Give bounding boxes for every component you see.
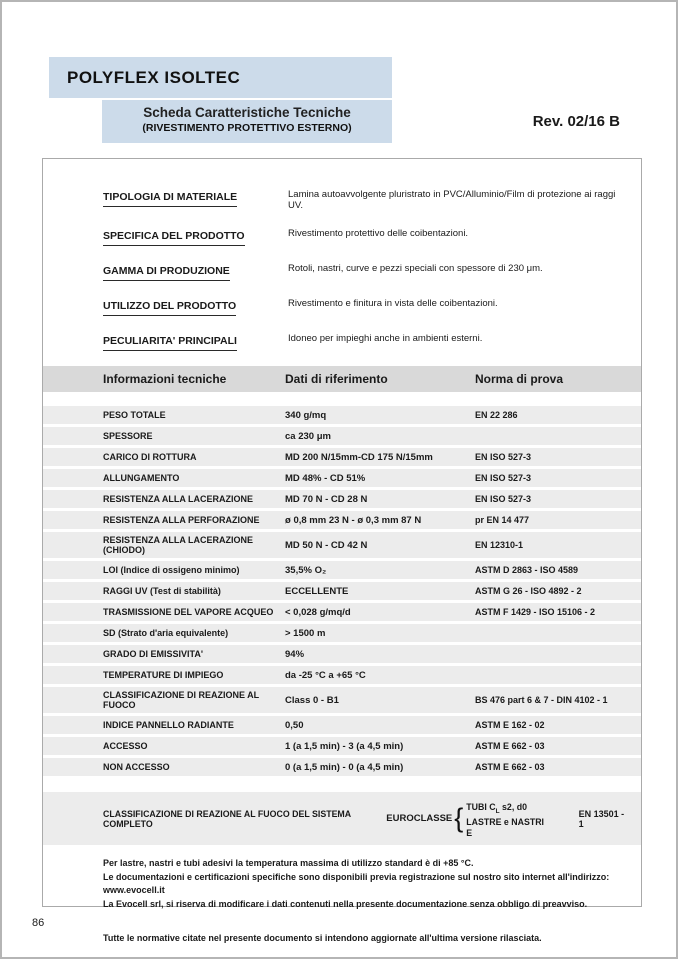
- table-row: [43, 624, 641, 642]
- cell-property: LOI (Indice di ossigeno minimo): [103, 565, 240, 575]
- technical-table: [43, 366, 641, 776]
- cell-property: RESISTENZA ALLA LACERAZIONE (CHIODO): [103, 535, 253, 555]
- column-header-norma: Norma di prova: [475, 372, 564, 386]
- cell-value: ca 230 μm: [285, 430, 331, 442]
- cell-property: ALLUNGAMENTO: [103, 473, 180, 483]
- table-row: [43, 448, 641, 466]
- cell-norm: EN ISO 527-3: [475, 494, 532, 504]
- info-label-wrap: [103, 331, 288, 351]
- cell-value: 1 (a 1,5 min) - 3 (a 4,5 min): [285, 740, 404, 752]
- cell-property: RESISTENZA ALLA LACERAZIONE: [103, 494, 253, 504]
- doc-subtitle-box: [102, 100, 392, 143]
- cell-value: 0,50: [285, 719, 304, 731]
- cell-value: MD 70 N - CD 28 N: [285, 493, 368, 505]
- doc-subtitle: Scheda Caratteristiche Tecniche: [143, 105, 351, 120]
- info-label-wrap: [103, 226, 288, 246]
- cell-norm: EN ISO 527-3: [475, 473, 532, 483]
- cell-property: TEMPERATURE DI IMPIEGO: [103, 670, 224, 680]
- cell-value: < 0,028 g/mq/d: [285, 606, 351, 618]
- final-note: Tutte le normative citate nel presente documento si intendono aggiornate all'ultima versione rilasciata.: [103, 933, 542, 944]
- table-row: [43, 603, 641, 621]
- info-row: [43, 187, 641, 211]
- subscript-L: L: [495, 807, 500, 815]
- cell-value: da -25 °C a +65 °C: [285, 669, 366, 681]
- info-row: [43, 261, 641, 281]
- cell-property: GRADO DI EMISSIVITA': [103, 649, 203, 659]
- product-title: POLYFLEX ISOLTEC: [67, 67, 241, 87]
- euroclasse-label: EUROCLASSE: [386, 813, 453, 825]
- cell-property: NON ACCESSO: [103, 762, 170, 772]
- cell-property: RESISTENZA ALLA PERFORAZIONE: [103, 515, 260, 525]
- info-label: TIPOLOGIA DI MATERIALE: [103, 191, 237, 207]
- info-label: PECULIARITA' PRINCIPALI: [103, 335, 237, 351]
- cell-value: 35,5% O₂: [285, 564, 327, 576]
- euroclasse-line-tubi: TUBI $C_L$ s2, d0: [466, 802, 527, 815]
- table-row: [43, 406, 641, 424]
- fire-classification-band: [43, 792, 641, 845]
- cell-value: MD 50 N - CD 42 N: [285, 539, 368, 551]
- table-row: [43, 758, 641, 776]
- content-box: [42, 158, 642, 944]
- info-label-wrap: [103, 187, 288, 207]
- table-row: [43, 737, 641, 755]
- info-value: Idoneo per impieghi anche in ambienti esterni.: [288, 333, 483, 344]
- table-row: [43, 716, 641, 734]
- table-row: [43, 532, 641, 558]
- info-value: Rivestimento protettivo delle coibentazioni.: [288, 228, 469, 239]
- table-row: [43, 666, 641, 684]
- column-header-dati: Dati di riferimento: [285, 372, 388, 386]
- table-row: [43, 469, 641, 487]
- cell-property: TRASMISSIONE DEL VAPORE ACQUEO: [103, 607, 274, 617]
- cell-value: > 1500 m: [285, 627, 326, 639]
- cell-norm: pr EN 14 477: [475, 515, 530, 525]
- table-row: [43, 687, 641, 713]
- info-label: UTILIZZO DEL PRODOTTO: [103, 300, 236, 316]
- table-header-row: [43, 366, 641, 392]
- cell-norm: ASTM G 26 - ISO 4892 - 2: [475, 586, 582, 596]
- page-number: 86: [32, 917, 45, 929]
- info-value: Lamina autoavvolgente pluristrato in PVC/Alluminio/Film di protezione ai raggi UV.: [288, 189, 616, 211]
- fire-classification-label: CLASSIFICAZIONE DI REAZIONE AL FUOCO DEL SISTEMA COMPLETO: [103, 808, 351, 829]
- cell-property: CLASSIFICAZIONE DI REAZIONE AL FUOCO: [103, 690, 260, 710]
- table-row: [43, 645, 641, 663]
- info-value: Rivestimento e finitura in vista delle coibentazioni.: [288, 298, 498, 309]
- cell-norm: ASTM E 662 - 03: [475, 741, 545, 751]
- column-header-info: Informazioni tecniche: [103, 372, 227, 386]
- fire-classification-norm: EN 13501 - 1: [578, 808, 625, 829]
- info-row: [43, 296, 641, 316]
- cell-norm: EN ISO 527-3: [475, 452, 532, 462]
- cell-norm: EN 12310-1: [475, 540, 524, 550]
- note-line: Le documentazioni e certificazioni specifiche sono disponibili previa registrazione sul nostro sito internet all'indirizzo: www.evocell.it: [103, 871, 610, 896]
- info-label-wrap: [103, 296, 288, 316]
- product-title-box: [49, 57, 392, 98]
- info-label: SPECIFICA DEL PRODOTTO: [103, 230, 245, 246]
- cell-value: Class 0 - B1: [285, 694, 339, 706]
- note-line: Per lastre, nastri e tubi adesivi la temperatura massima di utilizzo standard è di +85 °C.: [103, 858, 474, 869]
- cell-value: ø 0,8 mm 23 N - ø 0,3 mm 87 N: [285, 514, 422, 526]
- cell-property: PESO TOTALE: [103, 410, 166, 420]
- info-value: Rotoli, nastri, curve e pezzi speciali con spessore di 230 μm.: [288, 263, 543, 274]
- brace-glyph: {: [454, 803, 464, 834]
- cell-property: SPESSORE: [103, 431, 153, 441]
- info-row: [43, 226, 641, 246]
- euroclasse-values: [466, 797, 544, 840]
- table-row: [43, 561, 641, 579]
- cell-property: INDICE PANNELLO RADIANTE: [103, 720, 234, 730]
- cell-value: MD 48% - CD 51%: [285, 472, 366, 484]
- revision-label: Rev. 02/16 B: [532, 113, 620, 130]
- cell-property: CARICO DI ROTTURA: [103, 452, 197, 462]
- cell-norm: ASTM F 1429 - ISO 15106 - 2: [475, 607, 596, 617]
- cell-value: 340 g/mq: [285, 409, 327, 421]
- cell-property: SD (Strato d'aria equivalente): [103, 628, 229, 638]
- info-label: GAMMA DI PRODUZIONE: [103, 265, 230, 281]
- cell-norm: ASTM E 662 - 03: [475, 762, 545, 772]
- cell-property: RAGGI UV (Test di stabilità): [103, 586, 221, 596]
- cell-property: ACCESSO: [103, 741, 148, 751]
- product-info-section: [43, 187, 641, 351]
- table-row: [43, 490, 641, 508]
- euroclasse-line-lastre: LASTRE e NASTRI E: [466, 816, 544, 839]
- info-label-wrap: [103, 261, 288, 281]
- table-row: [43, 511, 641, 529]
- doc-subtitle-secondary: (RIVESTIMENTO PROTETTIVO ESTERNO): [142, 122, 352, 134]
- notes-section: [43, 857, 641, 911]
- cell-value: 0 (a 1,5 min) - 0 (a 4,5 min): [285, 761, 404, 773]
- cell-norm: BS 476 part 6 & 7 - DIN 4102 - 1: [475, 695, 608, 705]
- note-line: La Evocell srl, si riserva di modificare i dati contenuti nella presente documentazione senza obbligo di preavviso.: [103, 898, 588, 909]
- table-row: [43, 582, 641, 600]
- table-body: [43, 406, 641, 776]
- cell-value: 94%: [285, 648, 305, 660]
- cell-value: ECCELLENTE: [285, 585, 349, 597]
- cell-norm: ASTM D 2863 - ISO 4589: [475, 565, 579, 575]
- table-row: [43, 427, 641, 445]
- info-row: [43, 331, 641, 351]
- cell-norm: ASTM E 162 - 02: [475, 720, 545, 730]
- cell-norm: EN 22 286: [475, 410, 518, 420]
- cell-value: MD 200 N/15mm-CD 175 N/15mm: [285, 451, 433, 463]
